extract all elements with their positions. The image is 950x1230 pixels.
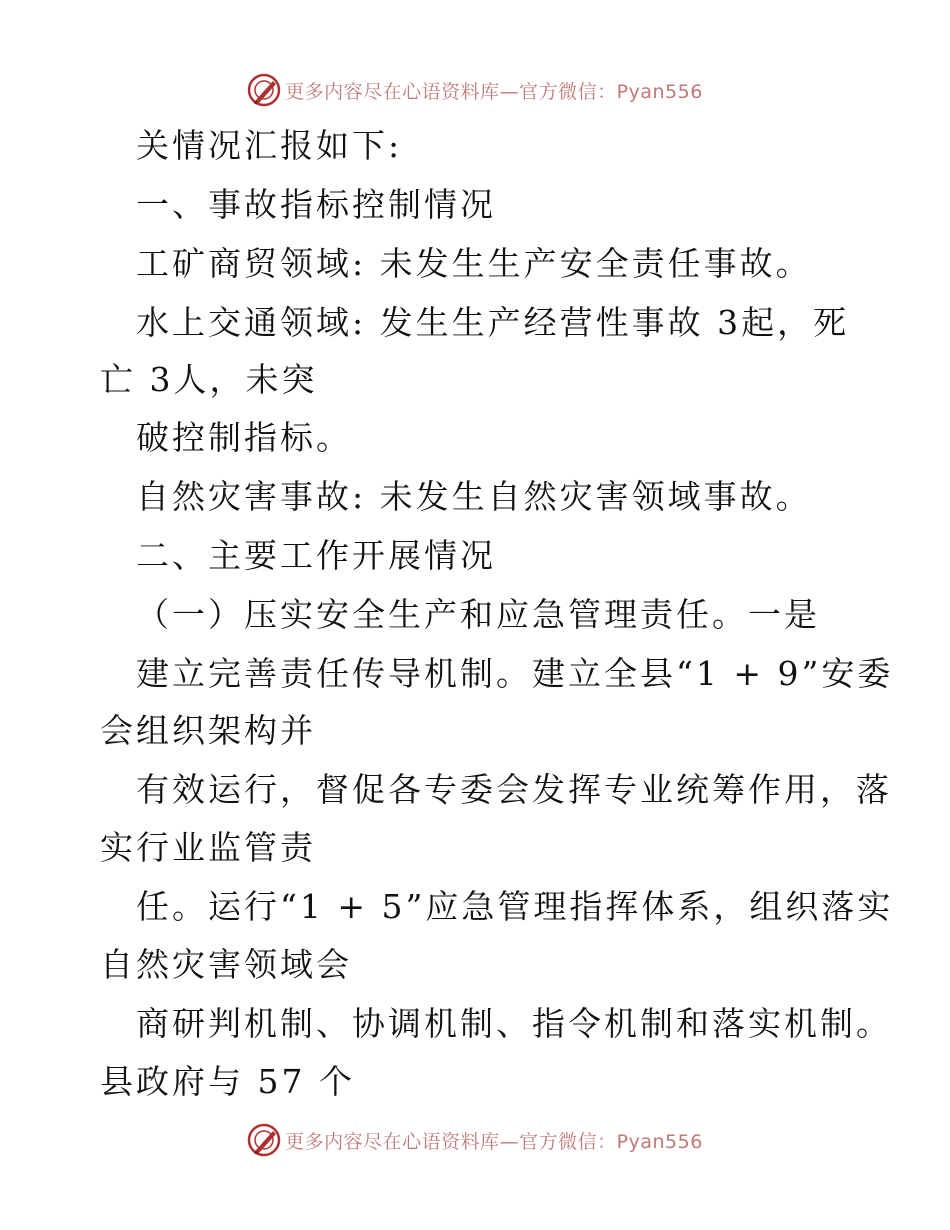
text-line: 有效运行，督促各专委会发挥专业统筹作用，落	[136, 770, 892, 809]
text-line: 自然灾害事故: 未发生自然灾害领域事故。	[136, 477, 812, 516]
text-line: 建立完善责任传导机制。建立全县“1 + 9”安委	[136, 654, 894, 693]
text-line: 水上交通领域: 发生生产经营性事故 3起，死	[136, 303, 850, 342]
text-line: 自然灾害领域会	[100, 945, 352, 984]
footer-watermark	[0, 1120, 950, 1160]
watermark-text: 更多内容尽在心语资料库—官方微信：Pyan556	[285, 1130, 703, 1153]
pen-logo-icon	[247, 1123, 281, 1157]
section-heading: 二、主要工作开展情况	[136, 536, 496, 575]
text-line: 实行业监管责	[100, 828, 316, 867]
text-line: 关情况汇报如下:	[136, 126, 403, 165]
text-line: 任。运行“1 + 5”应急管理指挥体系，组织落实	[136, 887, 894, 926]
text-line: 县政府与 57 个	[100, 1062, 355, 1101]
text-line: 工矿商贸领域: 未发生生产安全责任事故。	[136, 244, 812, 283]
text-line: 会组织架构并	[100, 711, 316, 750]
text-line: 破控制指标。	[136, 418, 352, 457]
text-line: （一）压实安全生产和应急管理责任。一是	[136, 595, 820, 634]
text-line: 亡 3人，未突	[100, 360, 318, 399]
watermark-text: 更多内容尽在心语资料库—官方微信：Pyan556	[285, 80, 703, 103]
section-heading: 一、事故指标控制情况	[136, 185, 496, 224]
text-line: 商研判机制、协调机制、指令机制和落实机制。	[136, 1004, 892, 1043]
